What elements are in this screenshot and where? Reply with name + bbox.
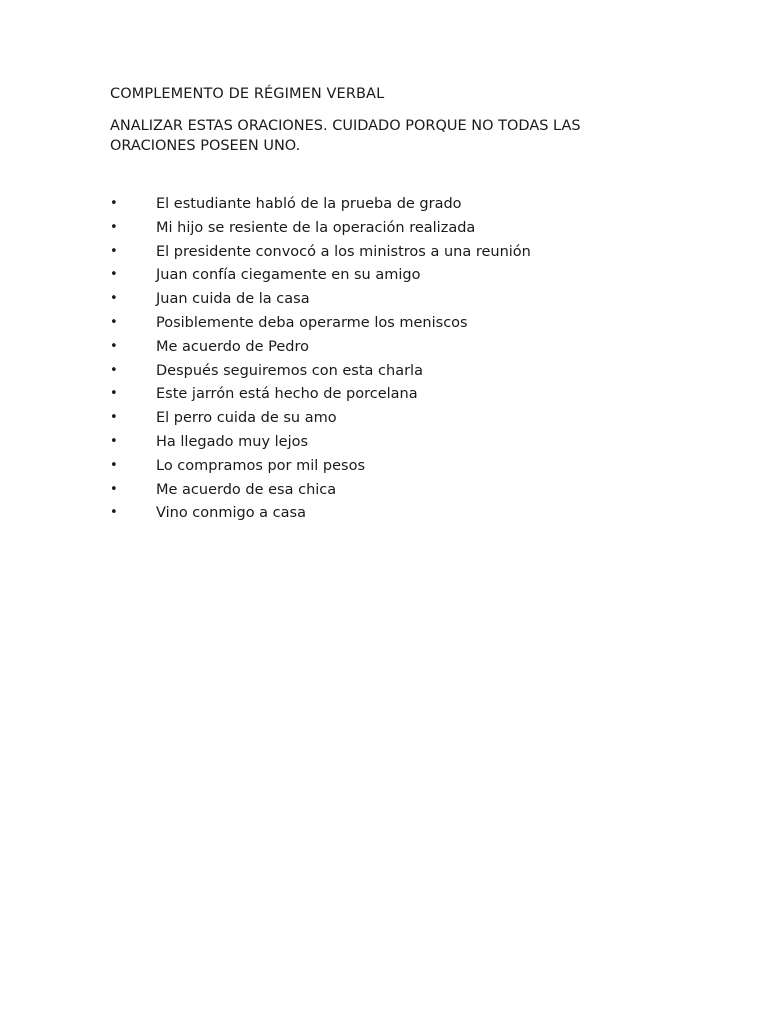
bullet-icon: •: [110, 481, 118, 497]
bullet-icon: •: [110, 314, 118, 330]
bullet-icon: •: [110, 338, 118, 354]
sentence-text: Juan confía ciegamente en su amigo: [156, 267, 421, 284]
sentence-text: Después seguiremos con esta charla: [156, 362, 423, 379]
sentence-text: Juan cuida de la casa: [156, 291, 310, 308]
document-instructions: ANALIZAR ESTAS ORACIONES. CUIDADO PORQUE NO TODAS LAS ORACIONES POSEEN UNO.: [110, 118, 581, 154]
sentence-text: El estudiante habló de la prueba de grado: [156, 196, 462, 212]
sentence-text: Lo compramos por mil pesos: [156, 457, 366, 474]
bullet-icon: •: [110, 267, 118, 283]
bullet-icon: •: [110, 410, 118, 426]
sentence-text: El presidente convocó a los ministros a una reunión: [156, 243, 531, 260]
sentence-text: Este jarrón está hecho de porcelana: [156, 386, 418, 403]
bullet-icon: •: [110, 219, 118, 235]
sentence-text: Vino conmigo a casa: [156, 505, 306, 522]
bullet-icon: •: [110, 362, 118, 378]
sentence-text: El perro cuida de su amo: [156, 410, 337, 427]
bullet-icon: •: [110, 505, 118, 521]
sentence-text: Me acuerdo de Pedro: [156, 338, 310, 355]
sentence-text: Posiblemente deba operarme los meniscos: [156, 314, 468, 331]
sentence-text: Ha llegado muy lejos: [156, 433, 309, 450]
bullet-icon: •: [110, 243, 118, 259]
sentence-text: Mi hijo se resiente de la operación realizada: [156, 219, 476, 236]
document-title: COMPLEMENTO DE RÉGIMEN VERBAL: [110, 86, 385, 102]
sentence-text: Me acuerdo de esa chica: [156, 481, 337, 498]
bullet-icon: •: [110, 291, 118, 307]
bullet-icon: •: [110, 196, 118, 211]
bullet-icon: •: [110, 386, 118, 402]
bullet-icon: •: [110, 433, 118, 449]
bullet-icon: •: [110, 457, 118, 473]
